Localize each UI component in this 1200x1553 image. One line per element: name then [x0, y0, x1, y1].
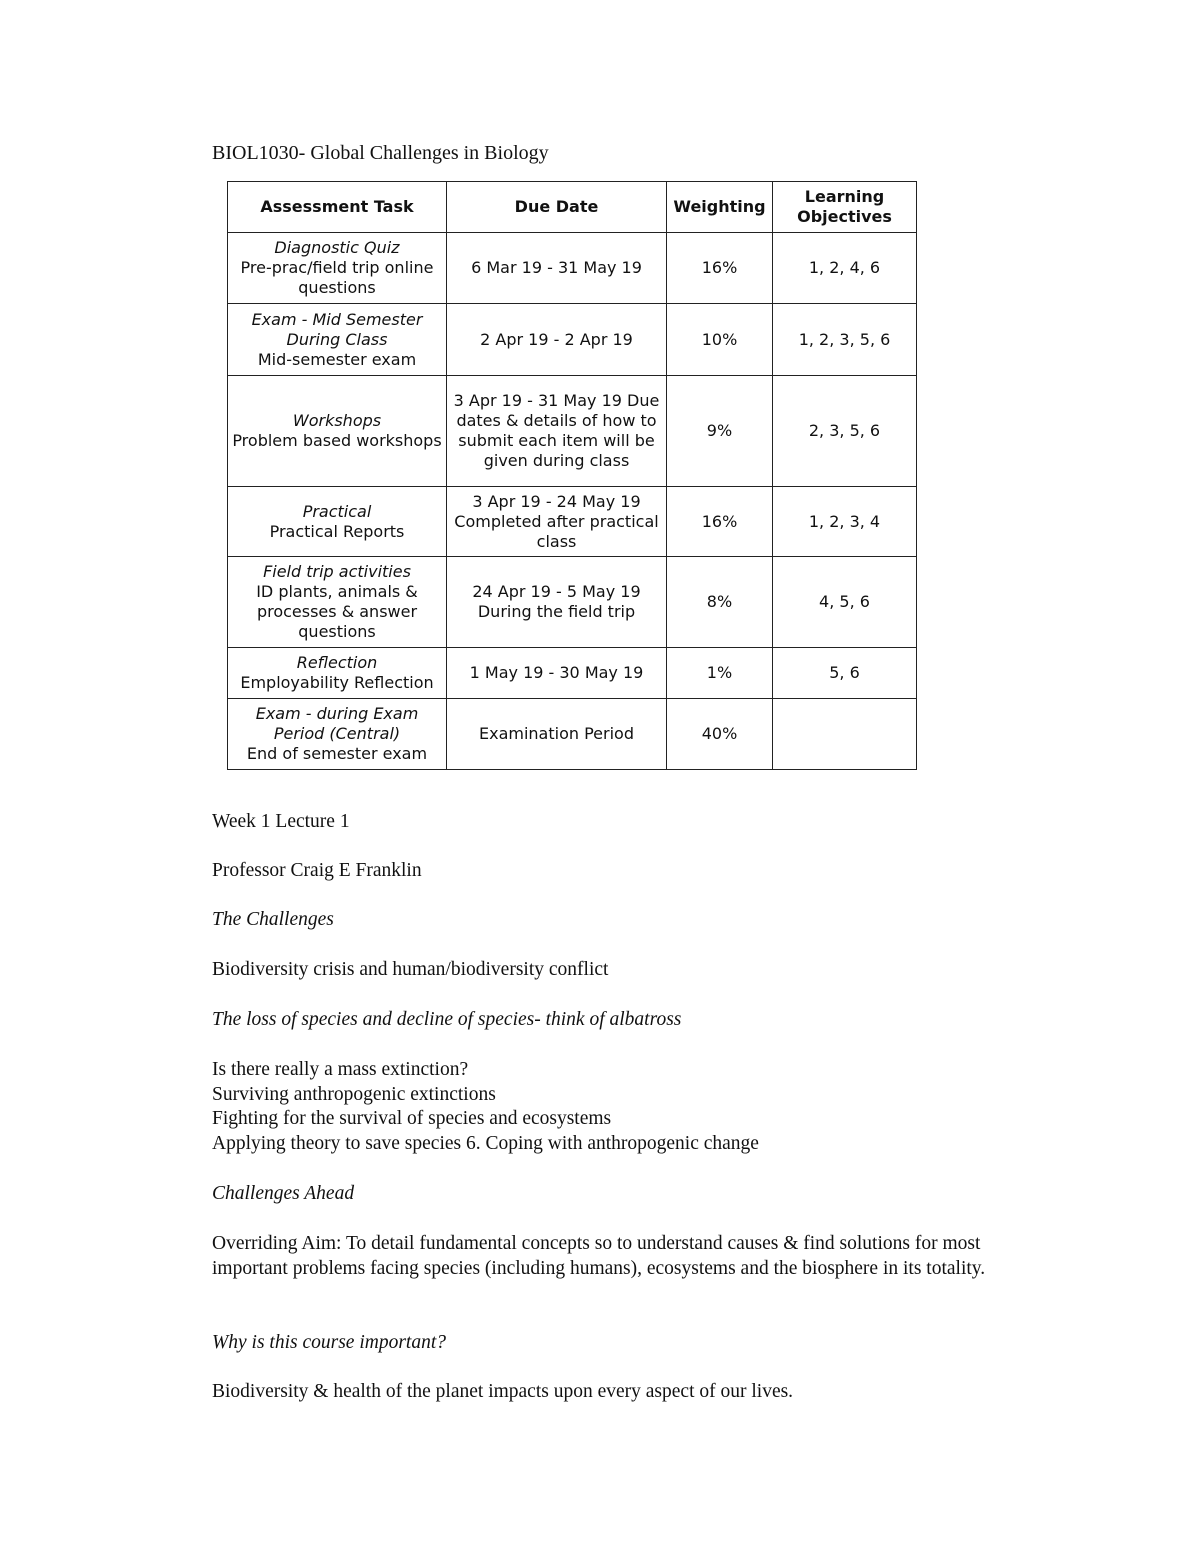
task-desc: Problem based workshops	[232, 431, 442, 450]
challenges-heading: The Challenges	[212, 909, 334, 930]
table-row	[228, 648, 917, 699]
loss-of-species: The loss of species and decline of species- think of albatross	[212, 1009, 682, 1030]
objectives-cell: 1, 2, 4, 6	[773, 233, 917, 304]
due-cell: 3 Apr 19 - 31 May 19 Due dates & details of how to submit each item will be given during class	[447, 376, 667, 487]
table-header-row	[228, 182, 917, 233]
weight-cell: 16%	[667, 487, 773, 557]
weight-cell: 8%	[667, 557, 773, 648]
task-cell	[228, 648, 447, 699]
list-item: Applying theory to save species 6. Coping with anthropogenic change	[212, 1132, 759, 1154]
task-desc: Pre-prac/field trip online questions	[240, 258, 434, 297]
page-title: BIOL1030- Global Challenges in Biology	[212, 142, 549, 164]
week-heading: Week 1 Lecture 1	[212, 811, 350, 832]
weight-cell: 9%	[667, 376, 773, 487]
list-item: Is there really a mass extinction?	[212, 1059, 469, 1080]
header-weighting: Weighting	[667, 182, 773, 233]
list-item: Surviving anthropogenic extinctions	[212, 1083, 496, 1105]
task-name: Diagnostic Quiz	[274, 238, 400, 257]
weight-cell: 16%	[667, 233, 773, 304]
task-cell	[228, 557, 447, 648]
weight-cell: 10%	[667, 304, 773, 376]
biodiversity-crisis: Biodiversity crisis and human/biodiversity conflict	[212, 959, 609, 980]
objectives-cell	[773, 699, 917, 770]
due-cell: 2 Apr 19 - 2 Apr 19	[447, 304, 667, 376]
weight-cell: 1%	[667, 648, 773, 699]
due-cell: 24 Apr 19 - 5 May 19 During the field trip	[447, 557, 667, 648]
task-desc: Employability Reflection	[240, 673, 434, 692]
task-cell	[228, 376, 447, 487]
task-cell	[228, 699, 447, 770]
task-cell	[228, 304, 447, 376]
assessment-table	[227, 181, 917, 770]
weight-cell: 40%	[667, 699, 773, 770]
task-name: Field trip activities	[263, 562, 411, 581]
question-list	[212, 1058, 1072, 1156]
table-row	[228, 487, 917, 557]
objectives-cell: 5, 6	[773, 648, 917, 699]
task-cell	[228, 487, 447, 557]
overriding-aim: Overriding Aim: To detail fundamental concepts so to understand causes & find solutions for most important problems facing species (including humans), ecosystems and the biosphere in its totality.	[212, 1233, 986, 1279]
challenges-ahead-heading: Challenges Ahead	[212, 1183, 355, 1204]
due-cell: 3 Apr 19 - 24 May 19 Completed after practical class	[447, 487, 667, 557]
task-name: Exam - Mid Semester During Class	[251, 309, 423, 349]
task-name: Reflection	[296, 653, 378, 672]
objectives-cell: 4, 5, 6	[773, 557, 917, 648]
table-row	[228, 376, 917, 487]
table-row	[228, 699, 917, 770]
why-important-heading: Why is this course important?	[212, 1332, 446, 1353]
table-row	[228, 557, 917, 648]
objectives-cell: 1, 2, 3, 4	[773, 487, 917, 557]
task-name: Practical	[302, 501, 372, 521]
header-due-date: Due Date	[447, 182, 667, 233]
task-desc: Practical Reports	[269, 521, 405, 541]
due-cell: 6 Mar 19 - 31 May 19	[447, 233, 667, 304]
task-desc: ID plants, animals & processes & answer questions	[256, 582, 418, 641]
due-cell: 1 May 19 - 30 May 19	[447, 648, 667, 699]
table-row	[228, 233, 917, 304]
due-cell: Examination Period	[447, 699, 667, 770]
objectives-cell: 1, 2, 3, 5, 6	[773, 304, 917, 376]
objectives-cell: 2, 3, 5, 6	[773, 376, 917, 487]
task-name: Exam - during Exam Period (Central)	[255, 704, 419, 743]
task-desc: End of semester exam	[246, 744, 428, 763]
header-learning-objectives: Learning Objectives	[773, 182, 917, 233]
table-row	[228, 304, 917, 376]
task-name: Workshops	[292, 411, 382, 430]
task-desc: Mid-semester exam	[257, 349, 417, 369]
header-assessment-task: Assessment Task	[228, 182, 447, 233]
task-cell	[228, 233, 447, 304]
lecturer: Professor Craig E Franklin	[212, 860, 422, 881]
list-item: Fighting for the survival of species and ecosystems	[212, 1108, 612, 1129]
biodiversity-health: Biodiversity & health of the planet impacts upon every aspect of our lives.	[212, 1381, 794, 1402]
